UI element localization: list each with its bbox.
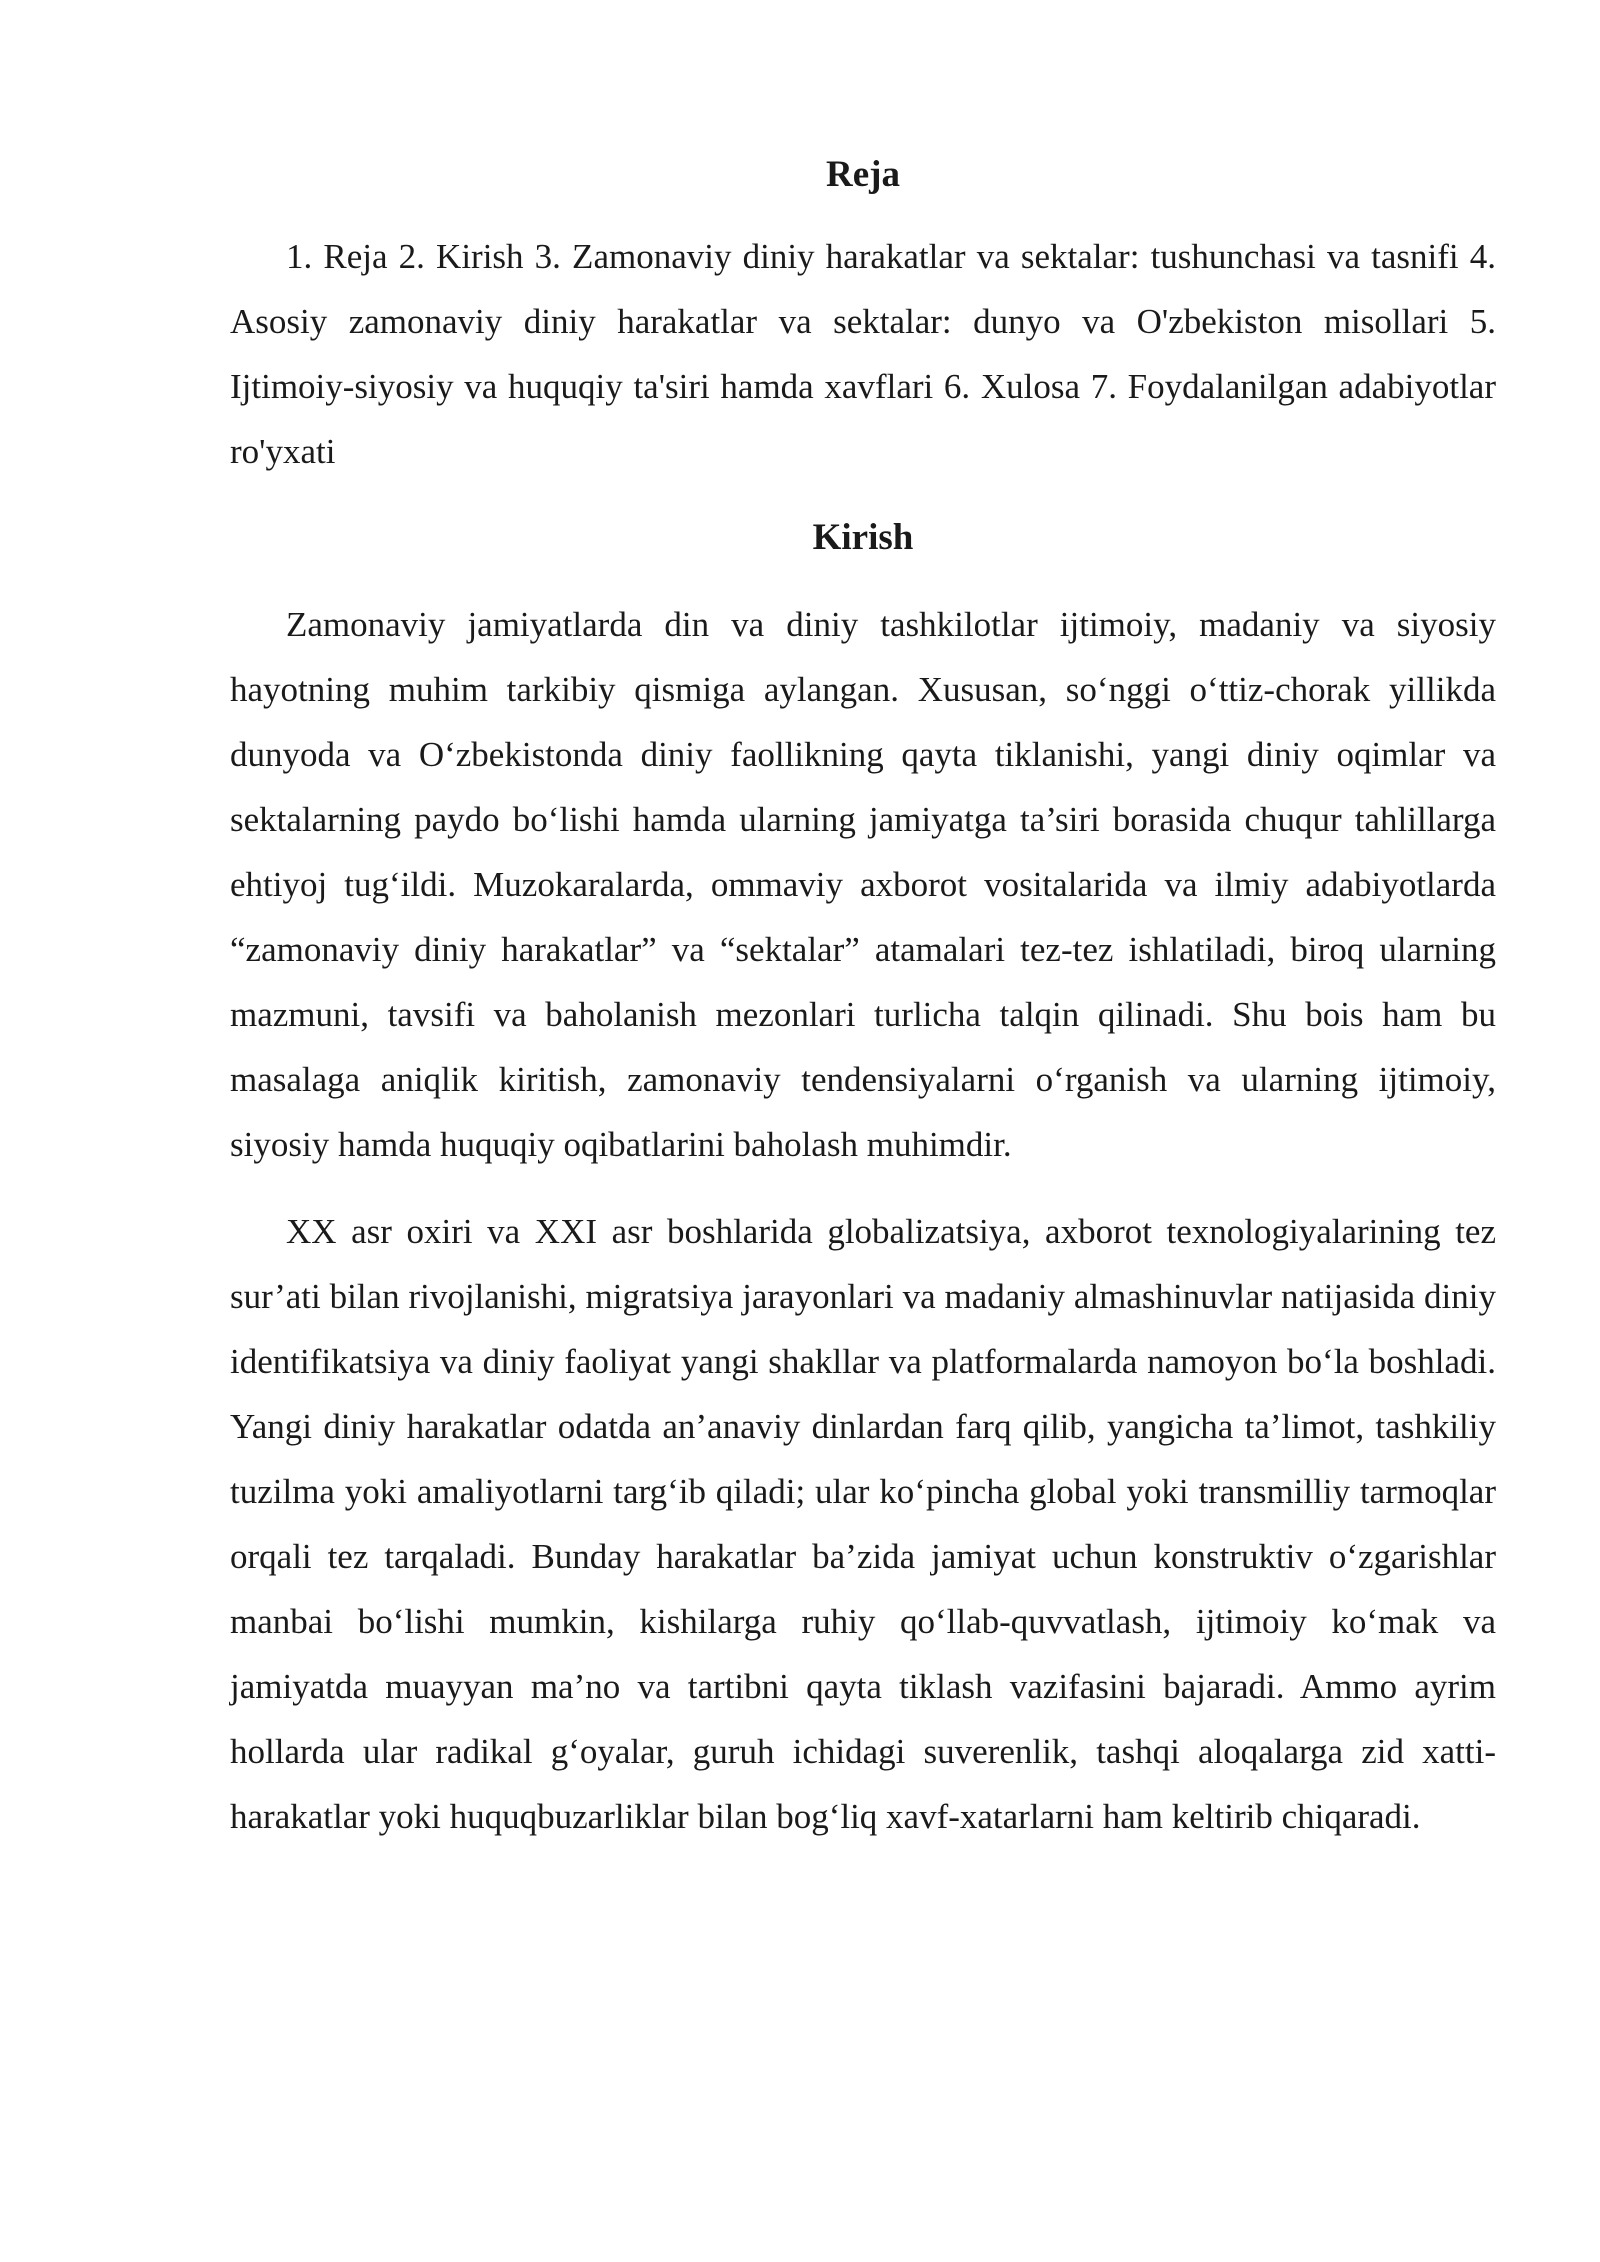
intro-paragraph-1: Zamonaviy jamiyatlarda din va diniy tashkilotlar ijtimoiy, madaniy va siyosiy hayotning muhim tarkibiy qismiga aylangan. Xususan, so‘nggi o‘ttiz-chorak yillikda dunyoda va O‘zbekistonda diniy faollikning qayta tiklanishi, yangi diniy oqimlar va sektalarning paydo bo‘lishi hamda ularning jamiyatga ta’siri borasida chuqur tahlillarga ehtiyoj tug‘ildi. Muzokaralarda, ommaviy axborot vositalarida va ilmiy adabiyotlarda “zamonaviy diniy harakatlar” va “sektalar” atamalari tez-tez ishlatiladi, biroq ularning mazmuni, tavsifi va baholanish mezonlari turlicha talqin qilinadi. Shu bois ham bu masalaga aniqlik kiritish, zamonaviy tendensiyalarni o‘rganish va ularning ijtimoiy, siyosiy hamda huquqiy oqibatlarini baholash muhimdir. (230, 605, 1496, 1164)
plan-list-paragraph: 1. Reja 2. Kirish 3. Zamonaviy diniy harakatlar va sektalar: tushunchasi va tasnifi 4. Asosiy zamonaviy diniy harakatlar va sektalar: dunyo va O'zbekiston misollari 5. Ijtimoiy-siyosiy va huquqiy ta'siri hamda xavflari 6. Xulosa 7. Foydalanilgan adabiyotlar ro'yxati (230, 237, 1496, 471)
plan-heading: Reja (826, 154, 900, 195)
intro-paragraph-2: XX asr oxiri va XXI asr boshlarida globalizatsiya, axborot texnologiyalarining tez sur’ati bilan rivojlanishi, migratsiya jarayonlari va madaniy almashinuvlar natijasida diniy identifikatsiya va diniy faoliyat yangi shakllar va platformalarda namoyon bo‘la boshladi. Yangi diniy harakatlar odatda an’anaviy dinlardan farq qilib, yangicha ta’limot, tashkiliy tuzilma yoki amaliyotlarni targ‘ib qiladi; ular ko‘pincha global yoki transmilliy tarmoqlar orqali tez tarqaladi. Bunday harakatlar ba’zida jamiyat uchun konstruktiv o‘zgarishlar manbai bo‘lishi mumkin, kishilarga ruhiy qo‘llab-quvvatlash, ijtimoiy ko‘mak va jamiyatda muayyan ma’no va tartibni qayta tiklash vazifasini bajaradi. Ammo ayrim hollarda ular radikal g‘oyalar, guruh ichidagi suverenlik, tashqi aloqalarga zid xatti-harakatlar yoki huquqbuzarliklar bilan bog‘liq xavf-xatarlarni ham keltirib chiqaradi. (230, 1212, 1496, 1836)
intro-heading: Kirish (812, 517, 914, 558)
document-body (230, 145, 1496, 1849)
